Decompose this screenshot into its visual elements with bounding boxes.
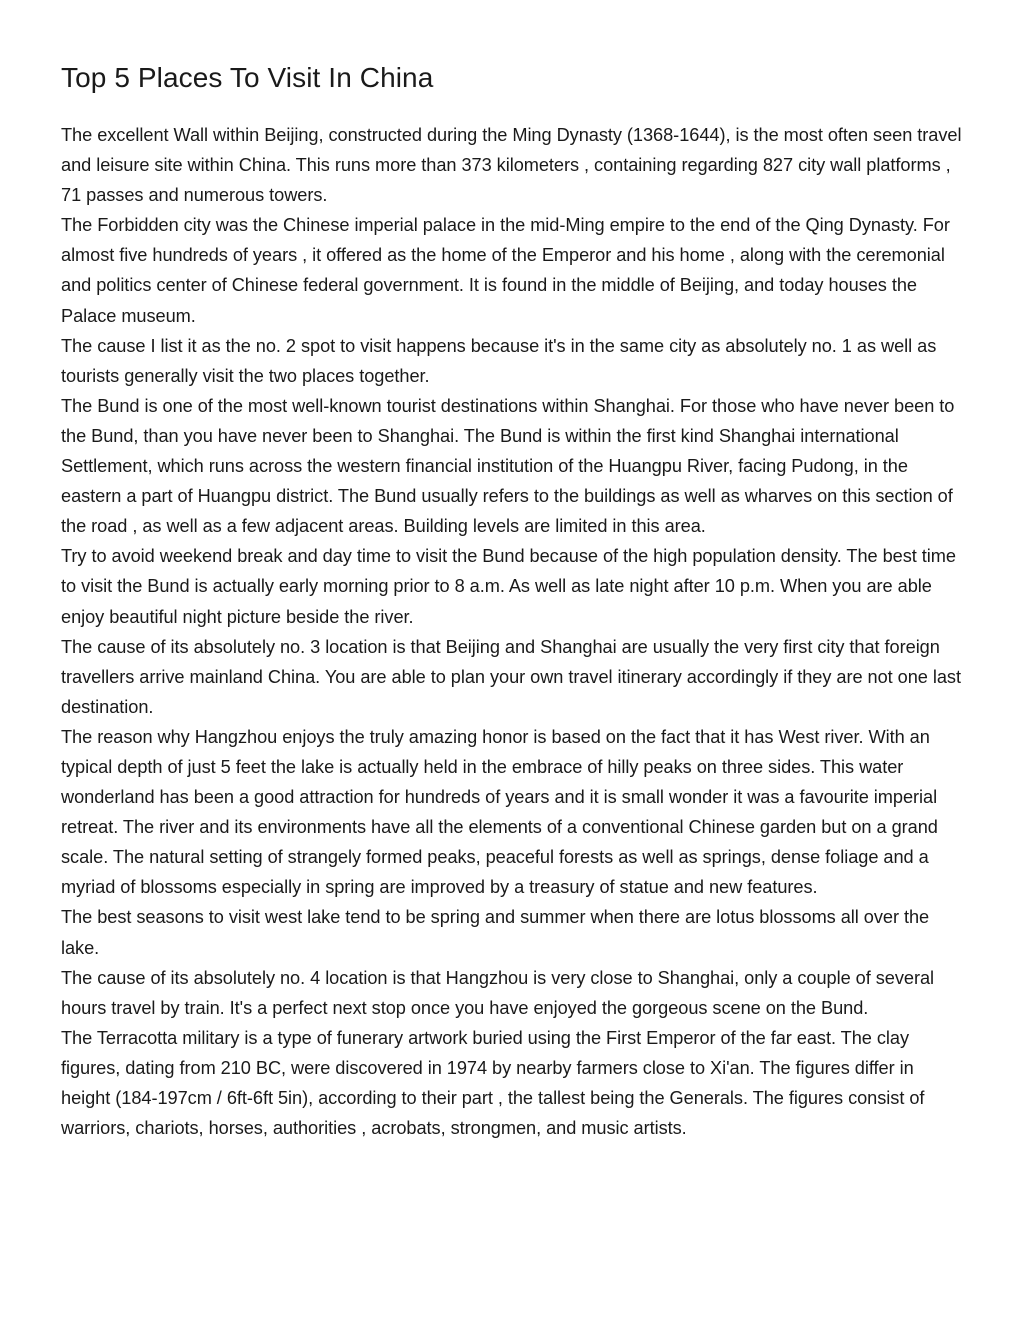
document-page [61,58,967,1143]
paragraph-rank-3-reason: The cause of its absolutely no. 3 location is that Beijing and Shanghai are usually the very first city that foreign travellers arrive mainland China. You are able to plan your own travel itinerary accordingly if they are not one last destination. [61,636,961,717]
paragraph-terracotta-army: The Terracotta military is a type of funerary artwork buried using the First Emperor of the far east. The clay figures, dating from 210 BC, were discovered in 1974 by nearby farmers close to Xi'an. The figures differ in height (184-197cm / 6ft-6ft 5in), according to their part , the tallest being the Generals. The figures consist of warriors, chariots, horses, authorities , acrobats, strongmen, and music artists. [61,1027,925,1139]
paragraph-hangzhou-west-lake: The reason why Hangzhou enjoys the truly amazing honor is based on the fact that it has West river. With an typical depth of just 5 feet the lake is actually held in the embrace of hilly peaks on three sides. This water wonderland has been a good attraction for hundreds of years and it is small wonder it was a favourite imperial retreat. The river and its environments have all the elements of a conventional Chinese garden but on a grand scale. The natural setting of strangely formed peaks, peaceful forests as well as springs, dense foliage and a myriad of blossoms especially in spring are improved by a treasury of statue and new features. [61,726,938,898]
paragraph-rank-4-reason: The cause of its absolutely no. 4 location is that Hangzhou is very close to Shanghai, only a couple of several hours travel by train. It's a perfect next stop once you have enjoyed the gorgeous scene on the Bund. [61,967,935,1018]
paragraph-the-bund: The Bund is one of the most well-known tourist destinations within Shanghai. For those who have never been to the Bund, than you have never been to Shanghai. The Bund is within the first kind Shanghai international Settlement, which runs across the western financial institution of the Huangpu River, facing Pudong, in the eastern a part of Huangpu district. The Bund usually refers to the buildings as well as wharves on this section of the road , as well as a few adjacent areas. Building levels are limited in this area. [61,395,955,537]
paragraph-great-wall: The excellent Wall within Beijing, constructed during the Ming Dynasty (1368-1644), is the most often seen travel and leisure site within China. This runs more than 373 kilometers , containing regarding 827 city wall platforms , 71 passes and numerous towers. [61,125,962,206]
paragraph-bund-visit-tips: Try to avoid weekend break and day time to visit the Bund because of the high population density. The best time to visit the Bund is actually early morning prior to 8 a.m. As well as late night after 10 p.m. When you are able enjoy beautiful night picture beside the river. [61,546,956,627]
paragraph-forbidden-city: The Forbidden city was the Chinese imperial palace in the mid-Ming empire to the end of the Qing Dynasty. For almost five hundreds of years , it offered as the home of the Emperor and his home , along with the ceremonial and politics center of Chinese federal government. It is found in the middle of Beijing, and today houses the Palace museum. [61,215,950,326]
paragraph-rank-2-reason: The cause I list it as the no. 2 spot to visit happens because it's in the same city as absolutely no. 1 as well as tourists generally visit the two places together. [61,335,937,386]
page-title: Top 5 Places To Visit In China [61,62,434,93]
paragraph-west-lake-seasons: The best seasons to visit west lake tend to be spring and summer when there are lotus blossoms all over the lake. [61,907,930,958]
document-body [61,120,967,1143]
